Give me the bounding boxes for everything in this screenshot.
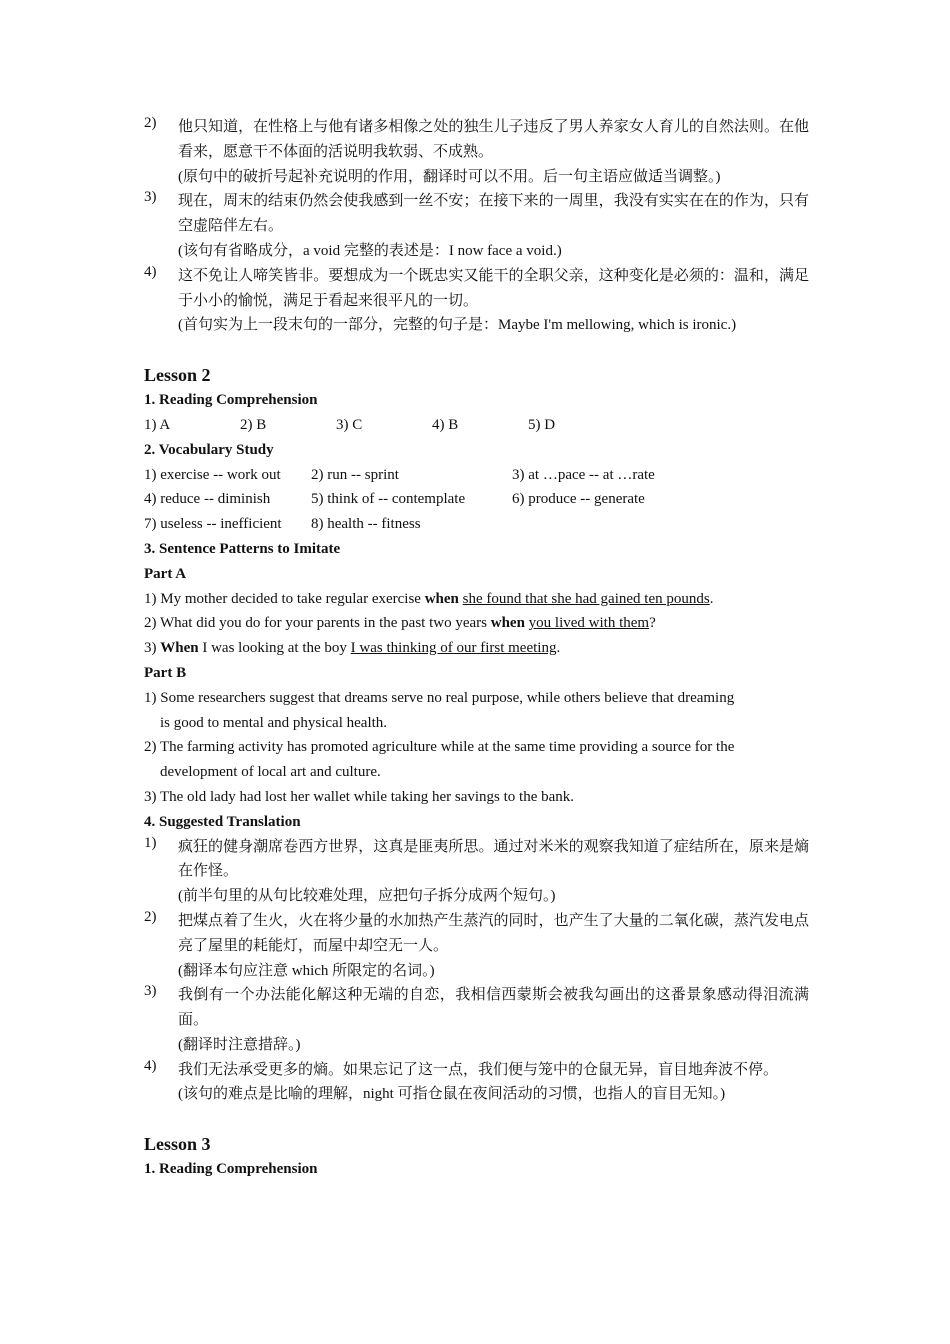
translation-item bbox=[144, 264, 809, 338]
lesson1-translation-list bbox=[144, 115, 809, 338]
lesson-3-title: Lesson 3 bbox=[144, 1134, 211, 1155]
part-b-item: 3) The old lady had lost her wallet while taking her savings to the bank. bbox=[144, 788, 575, 805]
translation-item: 4) 我们无法承受更多的熵。如果忘记了这一点，我们便与笼中的仓鼠无异，盲目地奔波不停。 (该句的难点是比喻的理解，night 可指仓鼠在夜间活动的习惯，也指人的盲目无知。) bbox=[144, 1057, 779, 1103]
rc-answer: 2) B bbox=[240, 416, 267, 433]
item-text: 这不免让人啼笑皆非。要想成为一个既忠实又能干的全职父亲，这种变化是必须的：温和，满足于小小的愉悦，满足于看起来很平凡的一切。 bbox=[178, 267, 809, 309]
item-text: 他只知道，在性格上与他有诸多相像之处的独生儿子违反了男人养家女人育儿的自然法则。在他看来，愿意干不体面的活说明我软弱、不成熟。 bbox=[178, 119, 809, 160]
vocab-pair: 1) exercise -- work out bbox=[144, 466, 281, 483]
item-note: (该句有省略成分，a void 完整的表述是：I now face a void.) bbox=[178, 242, 562, 259]
sentence-patterns-heading: 3. Sentence Patterns to Imitate bbox=[144, 540, 341, 557]
part-b-item: 1) Some researchers suggest that dreams serve no real purpose, while others believe that dreaming is good to mental and physical health. bbox=[144, 689, 735, 731]
vocab-pair: 8) health -- fitness bbox=[311, 516, 421, 533]
vocab-pair: 7) useless -- inefficient bbox=[144, 516, 282, 533]
reading-comprehension-heading: 1. Reading Comprehension bbox=[144, 1161, 318, 1178]
part-a-item: 1) My mother decided to take regular exercise when she found that she had gained ten pounds. bbox=[144, 590, 714, 607]
translation-item: 3) 我倒有一个办法能化解这种无端的自恋，我相信西蒙斯会被我勾画出的这番景象感动得泪流满面。 (翻译时注意措辞。) bbox=[144, 983, 809, 1053]
rc-answer: 1) A bbox=[144, 416, 171, 433]
translation-item bbox=[144, 189, 809, 263]
lesson-2-title: Lesson 2 bbox=[144, 365, 211, 386]
item-note: (原句中的破折号起补充说明的作用，翻译时可以不用。后一句主语应做适当调整。) bbox=[178, 168, 721, 185]
part-b-heading: Part B bbox=[144, 664, 187, 681]
vocab-row bbox=[144, 512, 809, 537]
translation-item bbox=[144, 115, 809, 189]
document-page bbox=[144, 115, 809, 1182]
vocab-row bbox=[144, 463, 809, 488]
translation-item: 2) 把煤点着了生火，火在将少量的水加热产生蒸汽的同时，也产生了大量的二氧化碳，蒸汽发电点亮了屋里的耗能灯，而屋中却空无一人。 (翻译本句应注意 which 所限定的名词。) bbox=[144, 908, 809, 979]
item-number: 2) bbox=[144, 115, 157, 131]
vocab-pair: 5) think of -- contemplate bbox=[311, 491, 466, 508]
part-a-item: 2) What did you do for your parents in the past two years when you lived with them? bbox=[144, 615, 656, 632]
item-number: 4) bbox=[144, 263, 157, 280]
part-a-heading: Part A bbox=[144, 565, 187, 582]
item-number: 3) bbox=[144, 189, 157, 206]
vocabulary-heading: 2. Vocabulary Study bbox=[144, 441, 274, 458]
part-a-item: 3) When I was looking at the boy I was thinking of our first meeting. bbox=[144, 640, 561, 657]
item-note: (首句实为上一段末句的一部分，完整的句子是：Maybe I'm mellowing, which is ironic.) bbox=[178, 317, 737, 334]
vocab-pair: 6) produce -- generate bbox=[512, 491, 645, 508]
vocab-pair: 3) at …pace -- at …rate bbox=[512, 466, 655, 483]
rc-answer: 3) C bbox=[336, 416, 363, 433]
vocab-pair: 2) run -- sprint bbox=[311, 466, 399, 483]
reading-comprehension-heading: 1. Reading Comprehension bbox=[144, 392, 318, 409]
suggested-translation-heading: 4. Suggested Translation bbox=[144, 813, 301, 830]
rc-answer: 5) D bbox=[528, 416, 556, 433]
vocab-row bbox=[144, 487, 809, 512]
translation-item: 1) 疯狂的健身潮席卷西方世界，这真是匪夷所思。通过对米米的观察我知道了症结所在，原来是熵在作怪。 (前半句里的从句比较难处理，应把句子拆分成两个短句。) bbox=[144, 834, 809, 905]
part-b-item: 2) The farming activity has promoted agriculture while at the same time providing a source for the development of local art and culture. bbox=[144, 739, 735, 781]
rc-answer: 4) B bbox=[432, 416, 459, 433]
item-text: 现在，周末的结束仍然会使我感到一丝不安；在接下来的一周里，我没有实实在在的作为，只有空虚陪伴左右。 bbox=[178, 193, 809, 235]
rc-answers bbox=[144, 413, 809, 438]
vocab-pair: 4) reduce -- diminish bbox=[144, 491, 271, 508]
